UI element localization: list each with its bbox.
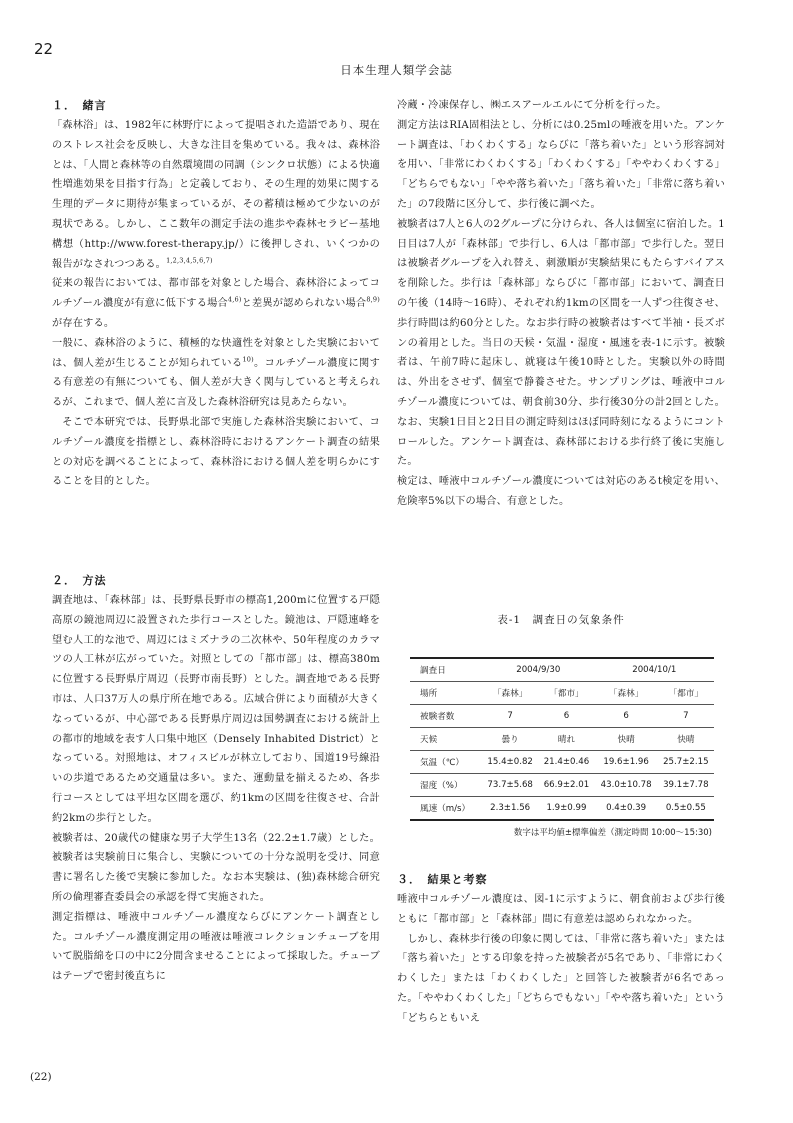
table-cell: 66.9±2.01: [538, 774, 594, 797]
table-title: 表-1 調査日の気象条件: [497, 614, 625, 626]
table-cell: 43.0±10.78: [595, 774, 658, 797]
table-cell: 2004/9/30: [482, 658, 595, 682]
table-cell: 曇り: [482, 728, 538, 751]
citation: 8,9): [366, 295, 380, 304]
table-cell: 「森林」: [482, 682, 538, 705]
table-cell: 「都市」: [658, 682, 714, 705]
results-paragraph-1: 唾液中コルチゾール濃度は、図-1に示すように、朝食前および歩行後ともに「都市部」と「森林部」間に有意差は認められなかった。: [397, 894, 725, 925]
table-cell: 快晴: [658, 728, 714, 751]
table-cell: 1.9±0.99: [538, 797, 594, 821]
intro-paragraph-2: 従来の報告においては、都市部を対象とした場合、森林浴によってコルチゾール濃度が有意に低下する場合$^{4,6)}$と差異が認められない場合$^{8,9)}$が存在する。: [52, 278, 380, 329]
table-note: 数字は平均値±標準偏差（測定時間 10:00〜15:30): [513, 828, 712, 838]
journal-title: 日本生理人類学会誌: [340, 63, 453, 77]
table-row-header: 天候: [410, 728, 482, 751]
methods-heading: ２． 方法: [52, 574, 107, 587]
methods-paragraph-6: 検定は、唾液中コルチゾール濃度については対応のあるt検定を用い、危険率5%以下の場合、有意とした。: [397, 476, 725, 507]
table-cell: 25.7±2.15: [658, 751, 714, 774]
table-cell: 19.6±1.96: [595, 751, 658, 774]
left-column: [52, 96, 380, 492]
intro-heading: １． 緒言: [52, 99, 107, 112]
table-row: [410, 774, 714, 797]
results-heading: ３． 結果と考察: [397, 873, 488, 886]
methods-paragraph-4: 測定方法はRIA固相法とし、分析には0.25mlの唾液を用いた。アンケート調査は、「わくわくする」ならびに「落ち着いた」という形容詞対を用い、「非常にわくわくする」「わくわくする」「ややわくわくする」「どちらでもない」「やや落ち着いた」「落ち着いた」「非常に落ち着いた」の7段階に区分して、歩行後に調べた。: [397, 119, 725, 210]
table-cell: 73.7±5.68: [482, 774, 538, 797]
table-cell: 0.5±0.55: [658, 797, 714, 821]
table-cell: 晴れ: [538, 728, 594, 751]
right-column-results: [397, 870, 725, 1029]
methods-paragraph-5: 被験者は7人と6人の2グループに分けられ、各人は個室に宿泊した。1日目は7人が「森林部」で歩行し、6人は「都市部」で歩行した。翌日は被験者グループを入れ替え、刺激順が実験結果にもたらすバイアスを削除した。歩行は「森林部」ならびに「都市部」において、調査日の午後（14時〜16時）、それぞれ約1kmの区間を一人ずつ往復させ、歩行時間は約60分とした。なお歩行時の被験者はすべて半袖・長ズボンの着用とした。当日の天候・気温・湿度・風速を表-1に示す。被験者は、午前7時に起床し、就寝は午後10時とした。実験以外の時間は、外出をさせず、個室で静養させた。サンプリングは、唾液中コルチゾール濃度については、朝食前30分、歩行後30分の計2回とした。なお、実験1日目と2日目の測定時刻はほぼ同時刻になるようにコントロールした。アンケート調査は、森林部における歩行終了後に実施した。: [397, 218, 725, 468]
table-row-header: 場所: [410, 682, 482, 705]
table-cell: 6: [538, 705, 594, 728]
methods-paragraph-3: 測定指標は、唾液中コルチゾール濃度ならびにアンケート調査とした。コルチゾール濃度測定用の唾液は唾液コレクションチューブを用いて脱脂綿を口の中に2分間含ませることによって採取した。チューブはテープで密封後直ちに: [52, 911, 380, 983]
table-cell: 21.4±0.46: [538, 751, 594, 774]
table-cell: 「都市」: [538, 682, 594, 705]
table-row-header: 調査日: [410, 658, 482, 682]
methods-paragraph-2: 被験者は、20歳代の健康な男子大学生13名（22.2±1.7歳）とした。被験者は実験前日に集合し、実験についての十分な説明を受け、同意書に署名した後で実験に参加した。なお本実験は、(独)森林総合研究所の倫理審査委員会の承認を得て実施された。: [52, 832, 380, 903]
table-row-header: 風速（m/s）: [410, 797, 482, 821]
table-row-header: 湿度（%）: [410, 774, 482, 797]
table-row: [410, 728, 714, 751]
table-cell: 7: [482, 705, 538, 728]
table-row-header: 気温（℃）: [410, 751, 482, 774]
results-paragraph-2: しかし、森林歩行後の印象に関しては、「非常に落ち着いた」または「落ち着いた」とする印象を持った被験者が5名であり、「非常にわくわくした」または「わくわくした」と回答した被験者が6名であった。「ややわくわくした」「どちらでもない」「やや落ち着いた」という「どちらともいえ: [397, 933, 725, 1024]
left-column-methods: [52, 571, 380, 987]
footer-page-number: (22): [30, 1071, 52, 1083]
intro-paragraph-3: 一般に、森林浴のように、積極的な快適性を対象とした実験においては、個人差が生じることが知られている$^{10)}$。コルチゾール濃度に関する有意差の有無についても、個人差が大きく関与していると考えられるが、これまで、個人差に言及した森林浴研究は見あたらない。: [52, 337, 380, 409]
page-number: 22: [34, 40, 54, 58]
table-cell: 「森林」: [595, 682, 658, 705]
table-row: [410, 658, 714, 682]
methods-paragraph-1: 調査地は、「森林部」は、長野県長野市の標高1,200mに位置する戸隠高原の鏡池周辺に設置された歩行コースとした。鏡池は、戸隠連峰を望む人工的な池で、周辺にはミズナラの二次林や、50年程度のカラマツの人工林が広がっていた。対照としての「都市部」は、標高380mに位置する長野県庁周辺（長野市南長野）とした。調査地である長野市は、人口37万人の県庁所在地である。広域合併により面積が大きくなっているが、中心部である長野県庁周辺は国勢調査における統計上の都市的地域を表す人口集中地区（Densely Inhabited District）となっている。対照地は、オフィスビルが林立しており、国道19号線沿いの歩道であるため交通量は多い。また、運動量を揃えるため、各歩行コースとしては平坦な区間を選び、約1kmの区間を往復させ、合計約2kmの歩行とした。: [52, 595, 380, 824]
table-row: [410, 797, 714, 821]
citation: 1,2,3,4,5,6,7): [166, 256, 213, 265]
citation: 10): [242, 355, 254, 364]
right-column: [397, 96, 725, 512]
table-cell: 2.3±1.56: [482, 797, 538, 821]
intro-paragraph-4: そこで本研究では、長野県北部で実施した森林浴実験において、コルチゾール濃度を指標とし、森林浴時におけるアンケート調査の結果との対応を調べることによって、森林浴における個人差を明らかにすることを目的とした。: [52, 416, 380, 488]
weather-table: [410, 657, 714, 821]
table-cell: 2004/10/1: [595, 658, 714, 682]
table-cell: 7: [658, 705, 714, 728]
table-cell: 6: [595, 705, 658, 728]
citation: 4,6): [227, 295, 242, 304]
table-row: [410, 751, 714, 774]
table-row: [410, 705, 714, 728]
intro-paragraph-1: 「森林浴」は、1982年に林野庁によって提唱された造語であり、現在のストレス社会を反映し、大きな注目を集めている。我々は、森林浴とは、「人間と森林等の自然環境間の同調（シンクロ状態）による快適性増進効果を目指す行為」と定義しており、その生理的効果に関する生理的データに期待が集まっているが、その蓄積は極めて少ないのが現状である。しかし、ここ数年の測定手法の進歩や森林セラピー基地構想（http://www.forest-therapy.jp/）に後押しされ、いくつかの報告がなされつつある。$^{1,2,3,4,5,6,7)}$: [52, 120, 380, 270]
table-cell: 0.4±0.39: [595, 797, 658, 821]
methods-paragraph-3-continued: 冷蔵・冷凍保存し、㈱エスアールエルにて分析を行った。: [397, 100, 667, 111]
table-row: [410, 682, 714, 705]
table-cell: 15.4±0.82: [482, 751, 538, 774]
table-row-header: 被験者数: [410, 705, 482, 728]
table-cell: 快晴: [595, 728, 658, 751]
table-cell: 39.1±7.78: [658, 774, 714, 797]
